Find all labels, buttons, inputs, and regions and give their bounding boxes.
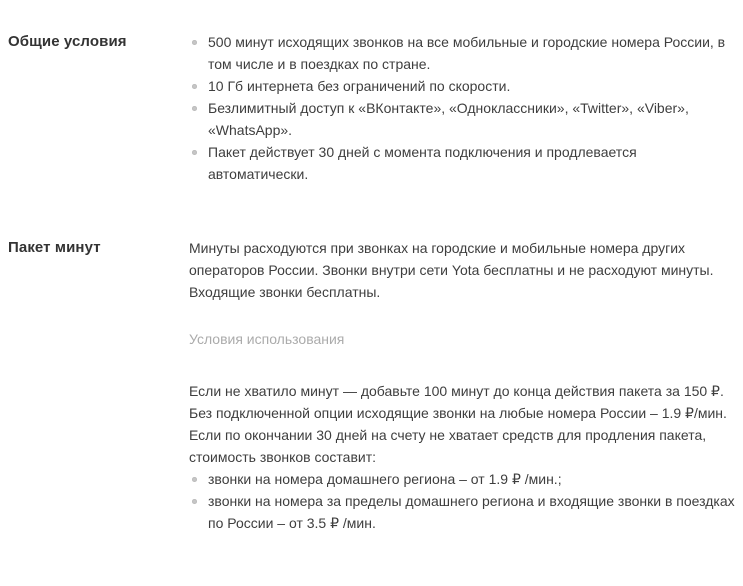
list-item: [189, 141, 737, 185]
list-item: [189, 490, 737, 534]
list-item: [189, 468, 737, 490]
add-minutes-paragraph: Если не хватило минут — добавьте 100 минут до конца действия пакета за 150 ₽. Без подключенной опции исходящие звонки на любые номера России – 1.9 ₽/мин.: [189, 383, 727, 421]
general-conditions-label: Общие условия: [8, 33, 127, 50]
list-item-text: Пакет действует 30 дней с момента подключения и продлевается автоматически.: [208, 144, 637, 182]
list-item-text: 10 Гб интернета без ограничений по скорости.: [208, 78, 511, 94]
list-item-text: звонки на номера за пределы домашнего региона и входящие звонки в поездках по России – от 3.5 ₽ /мин.: [208, 493, 735, 531]
list-item-text: 500 минут исходящих звонков на все мобильные и городские номера России, в том числе и в поездках по стране.: [208, 34, 726, 72]
list-item: [189, 31, 737, 75]
usage-terms-subheading: Условия использования: [189, 331, 345, 347]
renewal-paragraph: Если по окончании 30 дней на счету не хватает средств для продления пакета, стоимость звонков составит:: [189, 427, 707, 465]
general-conditions-content: [189, 31, 737, 185]
list-item-text: звонки на номера домашнего региона – от 1.9 ₽ /мин.;: [208, 471, 562, 487]
general-bullet-list: [189, 31, 737, 185]
minutes-package-label: Пакет минут: [8, 239, 101, 256]
section-general-conditions: [8, 31, 739, 185]
minutes-intro-paragraph: Минуты расходуются при звонках на городские и мобильные номера других операторов России. Звонки внутри сети Yota бесплатны и не расходуют минуты. Входящие звонки бесплатны.: [189, 240, 714, 300]
list-item: [189, 97, 737, 141]
renewal-bullet-list: [189, 468, 737, 534]
section-minutes-package: [8, 237, 739, 534]
minutes-package-content: [189, 237, 737, 534]
list-item-text: Безлимитный доступ к «ВКонтакте», «Одноклассники», «Twitter», «Viber», «WhatsApp».: [208, 100, 689, 138]
list-item: [189, 75, 737, 97]
